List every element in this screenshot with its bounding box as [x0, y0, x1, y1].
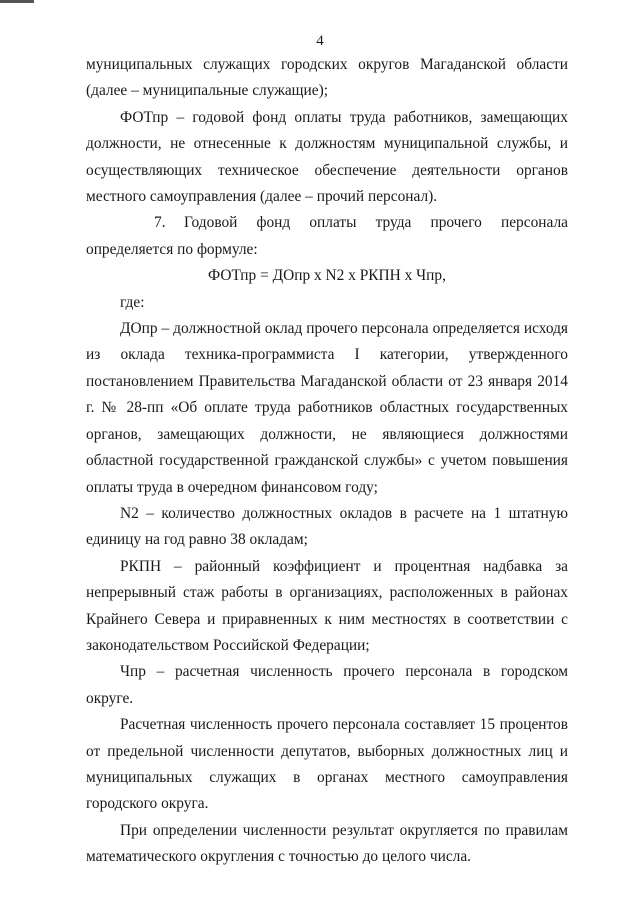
scan-edge-mark — [0, 0, 34, 3]
paragraph-continuation: муниципальных служащих городских округов Магаданской области (далее – муниципальные служащие); — [86, 56, 568, 100]
paragraph-rounding-rule: При определении численности результат округляется по правилам математического округления с точностью до целого числа. — [86, 821, 568, 866]
page-number: 4 — [316, 33, 324, 49]
paragraph-fotpr-definition: ФОТпр – годовой фонд оплаты труда работников, замещающих должности, не отнесенные к должностям муниципальной службы, и осуществляющих техническое обеспечение деятельности органов местного самоуправления (далее – прочий персонал). — [86, 108, 568, 206]
paragraph-chpr-definition: Чпр – расчетная численность прочего персонала в городском округе. — [86, 663, 568, 707]
paragraph-rkpn-definition: РКПН – районный коэффициент и процентная надбавка за непрерывный стаж работы в организациях, расположенных в районах Крайнего Севера и приравненных к ним местностях в соответствии с законодательством Российской Федерации; — [86, 557, 568, 654]
item-7-text: Годовой фонд оплаты труда прочего персонала определяется по формуле: — [86, 214, 568, 258]
formula: ФОТпр = ДОпр х N2 х РКПН х Чпр, — [208, 267, 446, 285]
paragraph-dopr-definition: ДОпр – должностной оклад прочего персонала определяется исходя из оклада техника-программиста I категории, утвержденного постановлением Правительства Магаданской области от 23 января 2014 г. № 28-пп «Об оплате труда работников областных государственных органов, замещающих должности, не являющиеся должностями областной государственной гражданской службы» с учетом повышения оплаты труда в очередном финансовом году; — [86, 320, 568, 496]
where-label: где: — [120, 293, 145, 311]
document-body — [86, 52, 568, 871]
item-number: 7. — [154, 214, 166, 232]
paragraph-item-7 — [86, 210, 568, 263]
paragraph-n2-definition: N2 – количество должностных окладов в расчете на 1 штатную единицу на год равно 38 окладам; — [86, 504, 568, 549]
paragraph-staff-share: Расчетная численность прочего персонала составляет 15 процентов от предельной численности депутатов, выборных должностных лиц и муниципальных служащих в органах местного самоуправления городского округа. — [86, 716, 568, 813]
